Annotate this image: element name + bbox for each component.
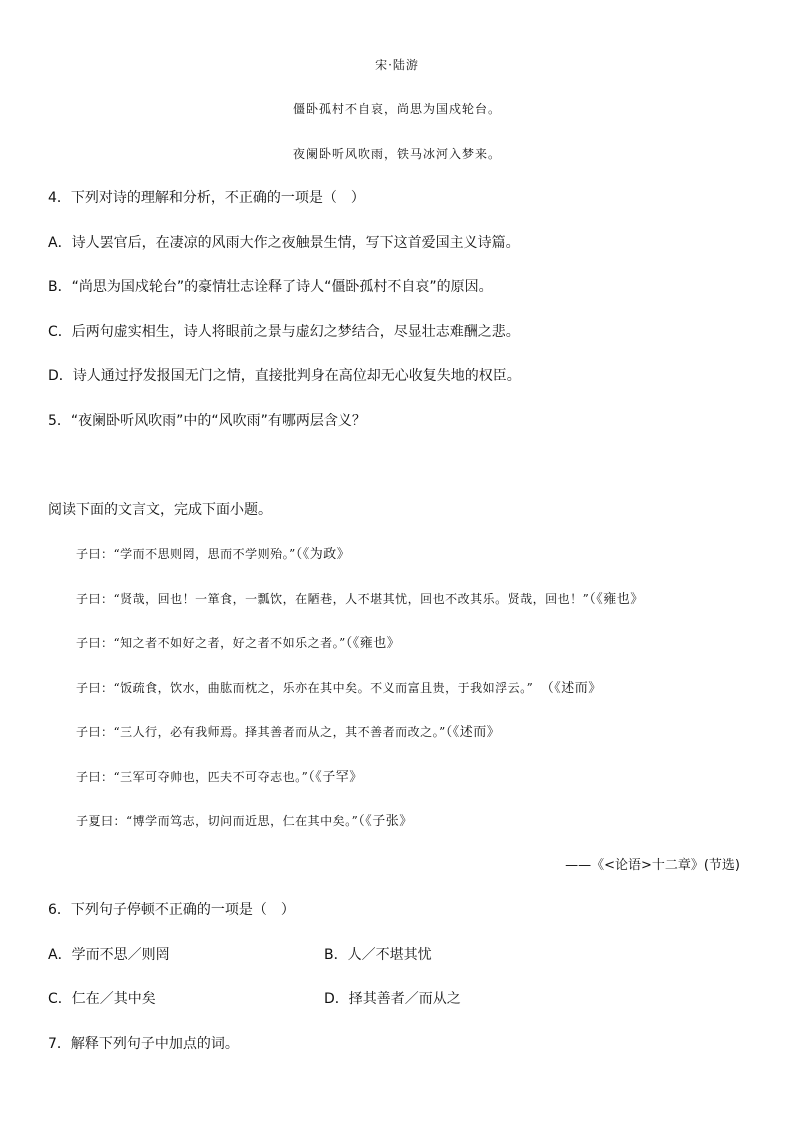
quote-text: 子曰：“知之者不如好之者，好之者不如乐之者。”: [76, 636, 346, 650]
quote-text: 子曰：“学而不思则罔，思而不学则殆。”: [76, 547, 296, 561]
poem-author: 宋·陆游: [375, 58, 419, 72]
question-6-option-a: A．学而不思／则罔: [48, 947, 170, 963]
quote-source: （《子张》: [358, 814, 413, 829]
question-6-option-c: C．仁在／其中矣: [48, 991, 156, 1007]
quote-source: （《为政》: [295, 547, 351, 562]
question-6-option-b: B．人／不堪其忧: [324, 947, 432, 963]
question-5-stem: 5．“夜阑卧听风吹雨”中的“风吹雨”有哪两层含义？: [48, 413, 366, 429]
analects-quote-4: [76, 679, 602, 698]
question-4-option-d: D．诗人通过抒发报国无门之情，直接批判身在高位却无心收复失地的权臣。: [48, 368, 521, 384]
analects-quote-3: [76, 634, 400, 653]
quote-source: （《雍也》: [589, 592, 644, 607]
analects-quote-2: [76, 590, 644, 609]
question-4-stem: 4．下列对诗的理解和分析，不正确的一项是（ ）: [48, 190, 365, 206]
analects-quote-6: [76, 768, 363, 787]
analects-quote-5: [76, 723, 500, 742]
quote-source: （《雍也》: [345, 636, 401, 651]
question-6-stem: 6．下列句子停顿不正确的一项是（ ）: [48, 902, 295, 918]
quote-text: 子曰：“三军可夺帅也，匹夫不可夺志也。”: [76, 770, 309, 784]
poem-line-1: 僵卧孤村不自哀，尚思为国戍轮台。: [292, 102, 501, 116]
passage-intro: 阅读下面的文言文，完成下面小题。: [48, 502, 272, 518]
analects-quote-7: [76, 812, 413, 831]
analects-quote-1: [76, 545, 350, 564]
question-4-option-c: C．后两句虚实相生，诗人将眼前之景与虚幻之梦结合，尽显壮志难酬之悲。: [48, 324, 520, 340]
question-7-stem: 7．解释下列句子中加点的词。: [48, 1036, 239, 1052]
question-6-option-d: D．择其善者／而从之: [324, 991, 461, 1007]
quote-source: （《述而》: [445, 725, 501, 740]
quote-text: 子夏曰：“博学而笃志，切问而近思，仁在其中矣。”: [76, 814, 359, 828]
quote-source: （《述而》: [547, 681, 602, 696]
quote-source: （《子罕》: [308, 770, 363, 785]
poem-line-2: 夜阑卧听风吹雨，铁马冰河入梦来。: [292, 147, 501, 161]
quote-text: 子曰：“三人行，必有我师焉。择其善者而从之，其不善者而改之。”: [76, 725, 446, 739]
question-4-option-a: A．诗人罢官后，在凄凉的风雨大作之夜触景生情，写下这首爱国主义诗篇。: [48, 235, 520, 251]
question-4-option-b: B．“尚思为国戍轮台”的豪情壮志诠释了诗人“僵卧孤村不自哀”的原因。: [48, 279, 493, 295]
passage-attribution: ——《<论语>十二章》(节选): [565, 858, 740, 873]
quote-text: 子曰：“贤哉，回也！一箪食，一瓢饮，在陋巷，人不堪其忧，回也不改其乐。贤哉，回也！”: [76, 592, 590, 606]
quote-text: 子曰：“饭疏食，饮水，曲肱而枕之，乐亦在其中矣。不义而富且贵，于我如浮云。”: [76, 681, 534, 695]
